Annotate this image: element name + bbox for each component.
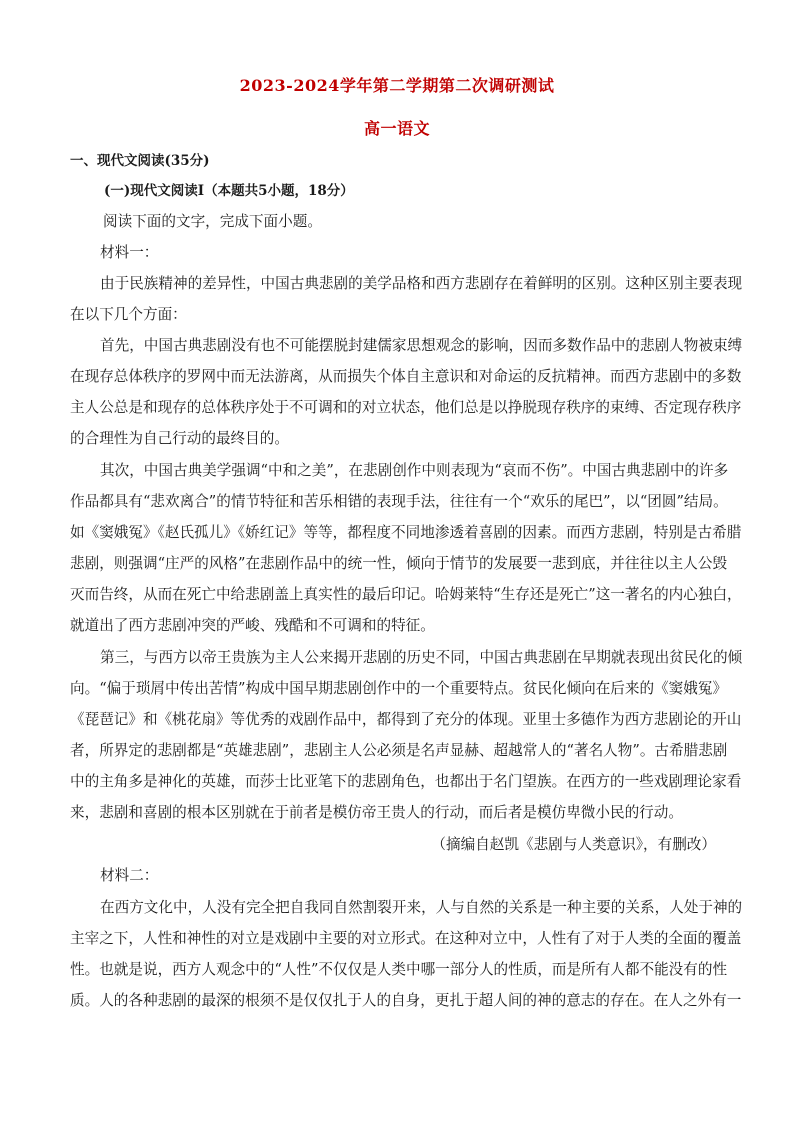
paragraph-line: 由于民族精神的差异性，中国古典悲剧的美学品格和西方悲剧存在着鲜明的区别。这种区别主要表现	[100, 275, 743, 292]
paragraph-line: 在西方文化中，人没有完全把自我同自然割裂开来，人与自然的关系是一种主要的关系，人处于神的	[100, 899, 743, 916]
paragraph-line: 第三，与西方以帝王贵族为主人公来揭开悲剧的历史不同，中国古典悲剧在早期就表现出贫民化的倾	[100, 649, 743, 666]
material-label: 材料二：	[100, 867, 159, 884]
paragraph-line: 主人公总是和现存的总体秩序处于不可调和的对立状态，他们总是以挣脱现存秩序的束缚、否定现存秩序	[70, 399, 742, 416]
document-subtitle: 高一语文	[363, 119, 430, 138]
paragraph-line: 中的主角多是神化的英雄，而莎士比亚笔下的悲剧角色，也都出于名门望族。在西方的一些戏剧理论家看	[70, 773, 742, 790]
section-subheading: (一)现代文阅读Ⅰ（本题共5小题，18分）	[104, 183, 354, 199]
paragraph-line: 悲剧，则强调“庄严的风格”在悲剧作品中的统一性，倾向于情节的发展要一悲到底，并往往以主人公毁	[70, 555, 728, 572]
paragraph-line: 就道出了西方悲剧冲突的严峻、残酷和不可调和的特征。	[70, 617, 435, 634]
paragraph-line: 性。也就是说，西方人观念中的“人性”不仅仅是人类中哪一部分人的性质，而是所有人都不能没有的性	[70, 961, 728, 978]
paragraph-line: 灭而告终，从而在死亡中给悲剧盖上真实性的最后印记。哈姆莱特“生存还是死亡”这一著名的内心独白，	[70, 586, 742, 603]
paragraph-line: 其次，中国古典美学强调“中和之美”，在悲剧创作中则表现为“哀而不伤”。中国古典悲剧中的许多	[100, 462, 729, 479]
paragraph-line: 作品都具有“悲欢离合”的情节特征和苦乐相错的表现手法，往往有一个“欢乐的尾巴”，以“团圆”结局。	[70, 493, 728, 510]
paragraph-line: 向。“偏于琐屑中传出苦情”构成中国早期悲剧创作中的一个重要特点。贫民化倾向在后来的《窦娥冤》	[70, 680, 728, 697]
paragraph-line: 如《窦娥冤》《赵氏孤儿》《娇红记》等等，都程度不同地渗透着喜剧的因素。而西方悲剧，特别是古希腊	[70, 524, 742, 541]
material-source: （摘编自赵凯《悲剧与人类意识》，有删改）	[431, 836, 716, 853]
paragraph-line: 在现存总体秩序的罗网中而无法游离，从而损失个体自主意识和对命运的反抗精神。而西方悲剧中的多数	[70, 368, 742, 385]
document-title: 2023-2024学年第二学期第二次调研测试	[239, 76, 555, 95]
paragraph-line: 主宰之下，人性和神性的对立是戏剧中主要的对立形式。在这种对立中，人性有了对于人类的全面的覆盖	[70, 930, 742, 947]
paragraph-line: 的合理性为自己行动的最终目的。	[70, 430, 289, 447]
paragraph-line: 者，所界定的悲剧都是“英雄悲剧”，悲剧主人公必须是名声显赫、超越常人的“著名人物”。古希腊悲剧	[70, 742, 728, 759]
section-heading: 一、现代文阅读(35分)	[70, 153, 210, 169]
paragraph-line: 来，悲剧和喜剧的根本区别就在于前者是模仿帝王贵人的行动，而后者是模仿卑微小民的行动。	[70, 804, 683, 821]
paragraph-line: 在以下几个方面：	[70, 306, 187, 323]
paragraph-line: 《琵琶记》和《桃花扇》等优秀的戏剧作品中，都得到了充分的体现。亚里士多德作为西方悲剧论的开山	[70, 711, 742, 728]
paragraph-line: 质。人的各种悲剧的最深的根须不是仅仅扎于人的自身，更扎于超人间的神的意志的存在。在人之外有一	[70, 992, 742, 1009]
paragraph-line: 首先，中国古典悲剧没有也不可能摆脱封建儒家思想观念的影响，因而多数作品中的悲剧人物被束缚	[100, 337, 743, 354]
instruction-text: 阅读下面的文字，完成下面小题。	[103, 213, 322, 230]
material-label: 材料一：	[100, 244, 159, 261]
